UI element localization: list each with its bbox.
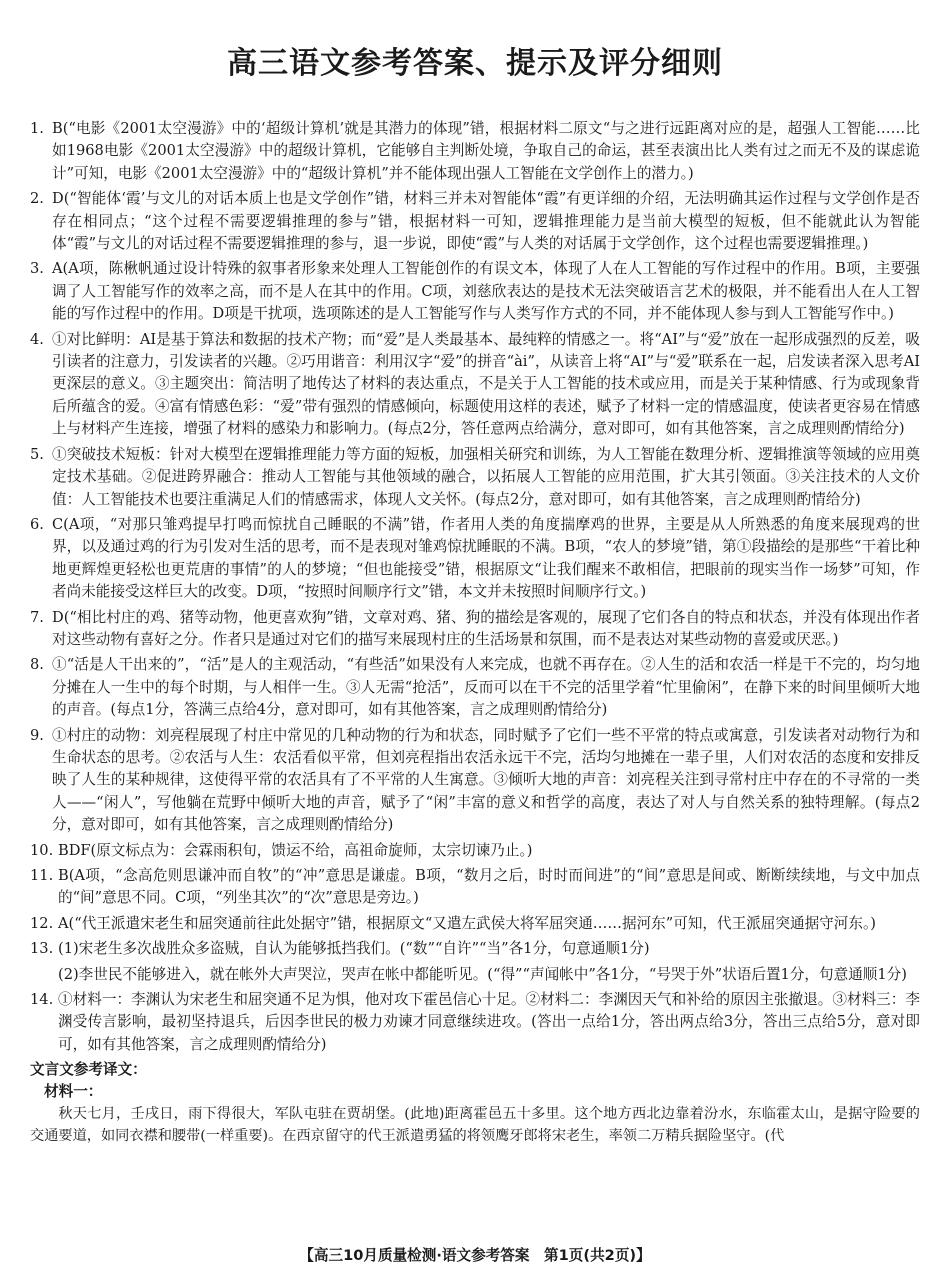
answer-item-13	[30, 938, 920, 960]
answer-item-3	[30, 258, 920, 325]
item-number: 14.	[30, 991, 54, 1009]
item-text: BDF(原文标点为：会霖雨积旬，馈运不给，高祖命旋师，太宗切谏乃止。)	[58, 841, 533, 859]
item-text: A(A项，陈楸帆通过设计特殊的叙事者形象来处理人工智能创作的有误文本，体现了人在人工智能的写作过程中的作用。B项，主要强调了人工智能写作的效率之高，而不是人在其中的作用。C项，刘慈欣表达的是技术无法突破语言艺术的极限，并不能看出人在人工智能的写作过程中的作用。D项是干扰项，选项陈述的是人工智能写作与人类写作方式的不同，并不能体现人参与到人工智能写作中。)	[52, 260, 920, 323]
item-number: 11.	[30, 867, 54, 884]
answer-item-1	[30, 118, 920, 185]
translation-heading: 文言文参考译文：	[30, 1061, 147, 1079]
page-footer: 【高三10月质量检测·语文参考答案 第1页(共2页)】	[299, 1247, 651, 1264]
item-text: ①突破技术短板：针对大模型在逻辑推理能力等方面的短板，加强相关研究和训练，为人工智能在数理分析、逻辑推演等领域的应用奠定技术基础。②促进跨界融合：推动人工智能与其他领域的融合，以拓展人工智能的应用范围，扩大其引领面。③关注技术的人文价值：人工智能技术也要注重满足人们的情感需求，体现人文关怀。(每点2分，意对即可，如有其他答案，言之成理则酌情给分)	[52, 445, 920, 508]
item-number: 12.	[30, 914, 54, 932]
item-text: ①材料一：李渊认为宋老生和屈突通不足为惧，他对攻下霍邑信心十足。②材料二：李渊因天气和补给的原因主张撤退。③材料三：李渊受传言影响，最初坚持退兵，后因李世民的极力劝谏才同意继续进攻。(答出一点给1分，答出两点给3分，答出三点给5分，意对即可，如有其他答案，言之成理则酌情给分)	[58, 991, 920, 1053]
item-text: C(A项，“对那只雏鸡提早打鸣而惊扰自己睡眠的不满”错，作者用人类的角度揣摩鸡的世界，主要是从人所熟悉的角度来展现鸡的世界，以及通过鸡的行为引发对生活的思考，而不是表现对雏鸡惊扰睡眠的不满。B项，“农人的梦境”错，第①段描绘的是那些“干着比种地更辉煌更轻松也更荒唐的事情”的人的梦境；“但也能接受”错，根据原文“让我们醒来不敢相信，把眼前的现实当作一场梦”可知，作者尚未能接受这样巨大的改变。D项，“按照时间顺序行文”错，本文并未按照时间顺序行文。)	[52, 515, 920, 601]
answer-item-13-part-2: (2)李世民不能够进入，就在帐外大声哭泣，哭声在帐中都能听见。(“得”“声闻帐中”各1分，“号哭于外”状语后置1分，句意通顺1分)	[58, 965, 907, 983]
item-number: 3.	[30, 260, 44, 278]
page-title: 高三语文参考答案、提示及评分细则	[227, 46, 723, 81]
answer-content	[30, 118, 920, 1147]
item-text: D(“智能体‘霞’与文儿的对话本质上也是文学创作”错，材料三并未对智能体“霞”有更详细的介绍，无法明确其运作过程与文学创作是否存在相同点；“这个过程不需要逻辑推理的参与”错，根据材料一可知，逻辑推理能力是当前大模型的短板，但不能就此认为智能体“霞”与文儿的对话过程不需要逻辑推理的参与，退一步说，即使“霞”与人类的对话属于文学创作，这个过程也需要逻辑推理。)	[52, 190, 920, 253]
answer-item-8	[30, 654, 920, 721]
item-text: D(“相比村庄的鸡、猪等动物，他更喜欢狗”错，文章对鸡、猪、狗的描绘是客观的，展现了它们各自的特点和状态，并没有体现出作者对这些动物有喜好之分。作者只是通过对它们的描写来展现村庄的生活场景和氛围，而不是表达对某些动物的喜爱或厌恶。)	[52, 608, 920, 648]
item-text: B(“电影《2001太空漫游》中的‘超级计算机’就是其潜力的体现”错，根据材料二原文“与之进行远距离对应的是，超强人工智能……比如1968电影《2001太空漫游》中的超级计算机，它能够自主判断处境，争取自己的命运，甚至表演出比人类有过之而无不及的谋虑诡计”可知，电影《2001太空漫游》中的“超级计算机”并不能体现出强人工智能在文学创作上的潜力。)	[52, 120, 920, 182]
answer-item-9	[30, 725, 920, 837]
item-text: ①“活是人干出来的”，“活”是人的主观活动，“有些活”如果没有人来完成，也就不再存在。②人生的活和农活一样是干不完的，均匀地分摊在人一生中的每个时期，与人相伴一生。③人无需“抢活”，反而可以在干不完的活里学着“忙里偷闲”，在静下来的时间里倾听大地的声音。(每点1分，答满三点给4分，意对即可，如有其他答案，言之成理则酌情给分)	[52, 656, 920, 719]
material-label: 材料一：	[44, 1083, 103, 1101]
answer-item-12	[30, 913, 920, 935]
item-number: 5.	[30, 445, 44, 463]
item-number: 1.	[30, 120, 44, 137]
item-number: 7.	[30, 608, 44, 626]
item-text: ①对比鲜明：AI是基于算法和数据的技术产物；而“爱”是人类最基本、最纯粹的情感之一。将“AI”与“爱”放在一起形成强烈的反差，吸引读者的注意力，引发读者的兴趣。②巧用谐音：利用汉字“爱”的拼音“ài”，从读音上将“AI”与“爱”联系在一起，启发读者深入思考AI更深层的意义。③主题突出：简洁明了地传达了材料的表达重点，不是关于人工智能的技术或应用，而是关于某种情感、行为或现象背后所蕴含的爱。④富有情感色彩：“爱”带有强烈的情感倾向，标题使用这样的表述，赋予了材料一定的情感温度，使读者更容易在情感上与材料产生连接，增强了材料的感染力和影响力。(每点2分，答任意两点给满分，意对即可，如有其他答案，言之成理则酌情给分)	[52, 330, 920, 438]
answer-item-6	[30, 514, 920, 604]
translation-text: 秋天七月，壬戌日，雨下得很大，军队屯驻在贾胡堡。(此地)距离霍邑五十多里。这个地方西北边靠着汾水，东临霍太山，是据守险要的交通要道，如同衣襟和腰带(一样重要)。在西京留守的代王派遣勇猛的将领鹰牙郎将宋老生，率领二万精兵据险坚守。(代	[30, 1106, 920, 1145]
item-number: 9.	[30, 726, 44, 744]
item-text: (1)宋老生多次战胜众多盗贼，自认为能够抵挡我们。(“数”“自许”“当”各1分，句意通顺1分)	[58, 940, 650, 958]
answer-item-11	[30, 865, 920, 910]
item-text: B(A项，“念高危则思谦冲而自牧”的“冲”意思是谦虚。B项，“数月之后，时时而间进”的“间”意思是间或、断断续续地，与文中加点的“间”意思不同。C项，“列坐其次”的“次”意思是旁边。)	[58, 867, 920, 907]
item-number: 10.	[30, 841, 54, 859]
item-text: A(“代王派遣宋老生和屈突通前往此处据守”错，根据原文“又遣左武侯大将军屈突通……据河东”可知，代王派屈突通据守河东。)	[58, 914, 876, 932]
item-number: 2.	[30, 190, 44, 208]
item-number: 6.	[30, 515, 44, 533]
answer-item-10	[30, 840, 920, 862]
item-text: ①村庄的动物：刘亮程展现了村庄中常见的几种动物的行为和状态，同时赋予了它们一些不平常的特点或寓意，引发读者对动物行为和生命状态的思考。②农活与人生：农活看似平常，但刘亮程指出农活永远干不完，活均匀地摊在一辈子里，人们对农活的态度和安排反映了人生的某种规律，这使得平常的农活具有了不平常的人生寓意。③倾听大地的声音：刘亮程关注到寻常村庄中存在的不寻常的一类人——“闲人”，写他躺在荒野中倾听大地的声音，赋予了“闲”丰富的意义和哲学的高度，表达了对人与自然关系的独特理解。(每点2分，意对即可，如有其他答案，言之成理则酌情给分)	[52, 726, 920, 834]
answer-item-7	[30, 607, 920, 652]
answer-item-14	[30, 989, 920, 1056]
answer-item-4	[30, 329, 920, 441]
item-number: 13.	[30, 940, 54, 958]
item-number: 4.	[30, 330, 44, 348]
answer-item-5	[30, 444, 920, 511]
item-number: 8.	[30, 656, 44, 674]
answer-item-2	[30, 188, 920, 255]
